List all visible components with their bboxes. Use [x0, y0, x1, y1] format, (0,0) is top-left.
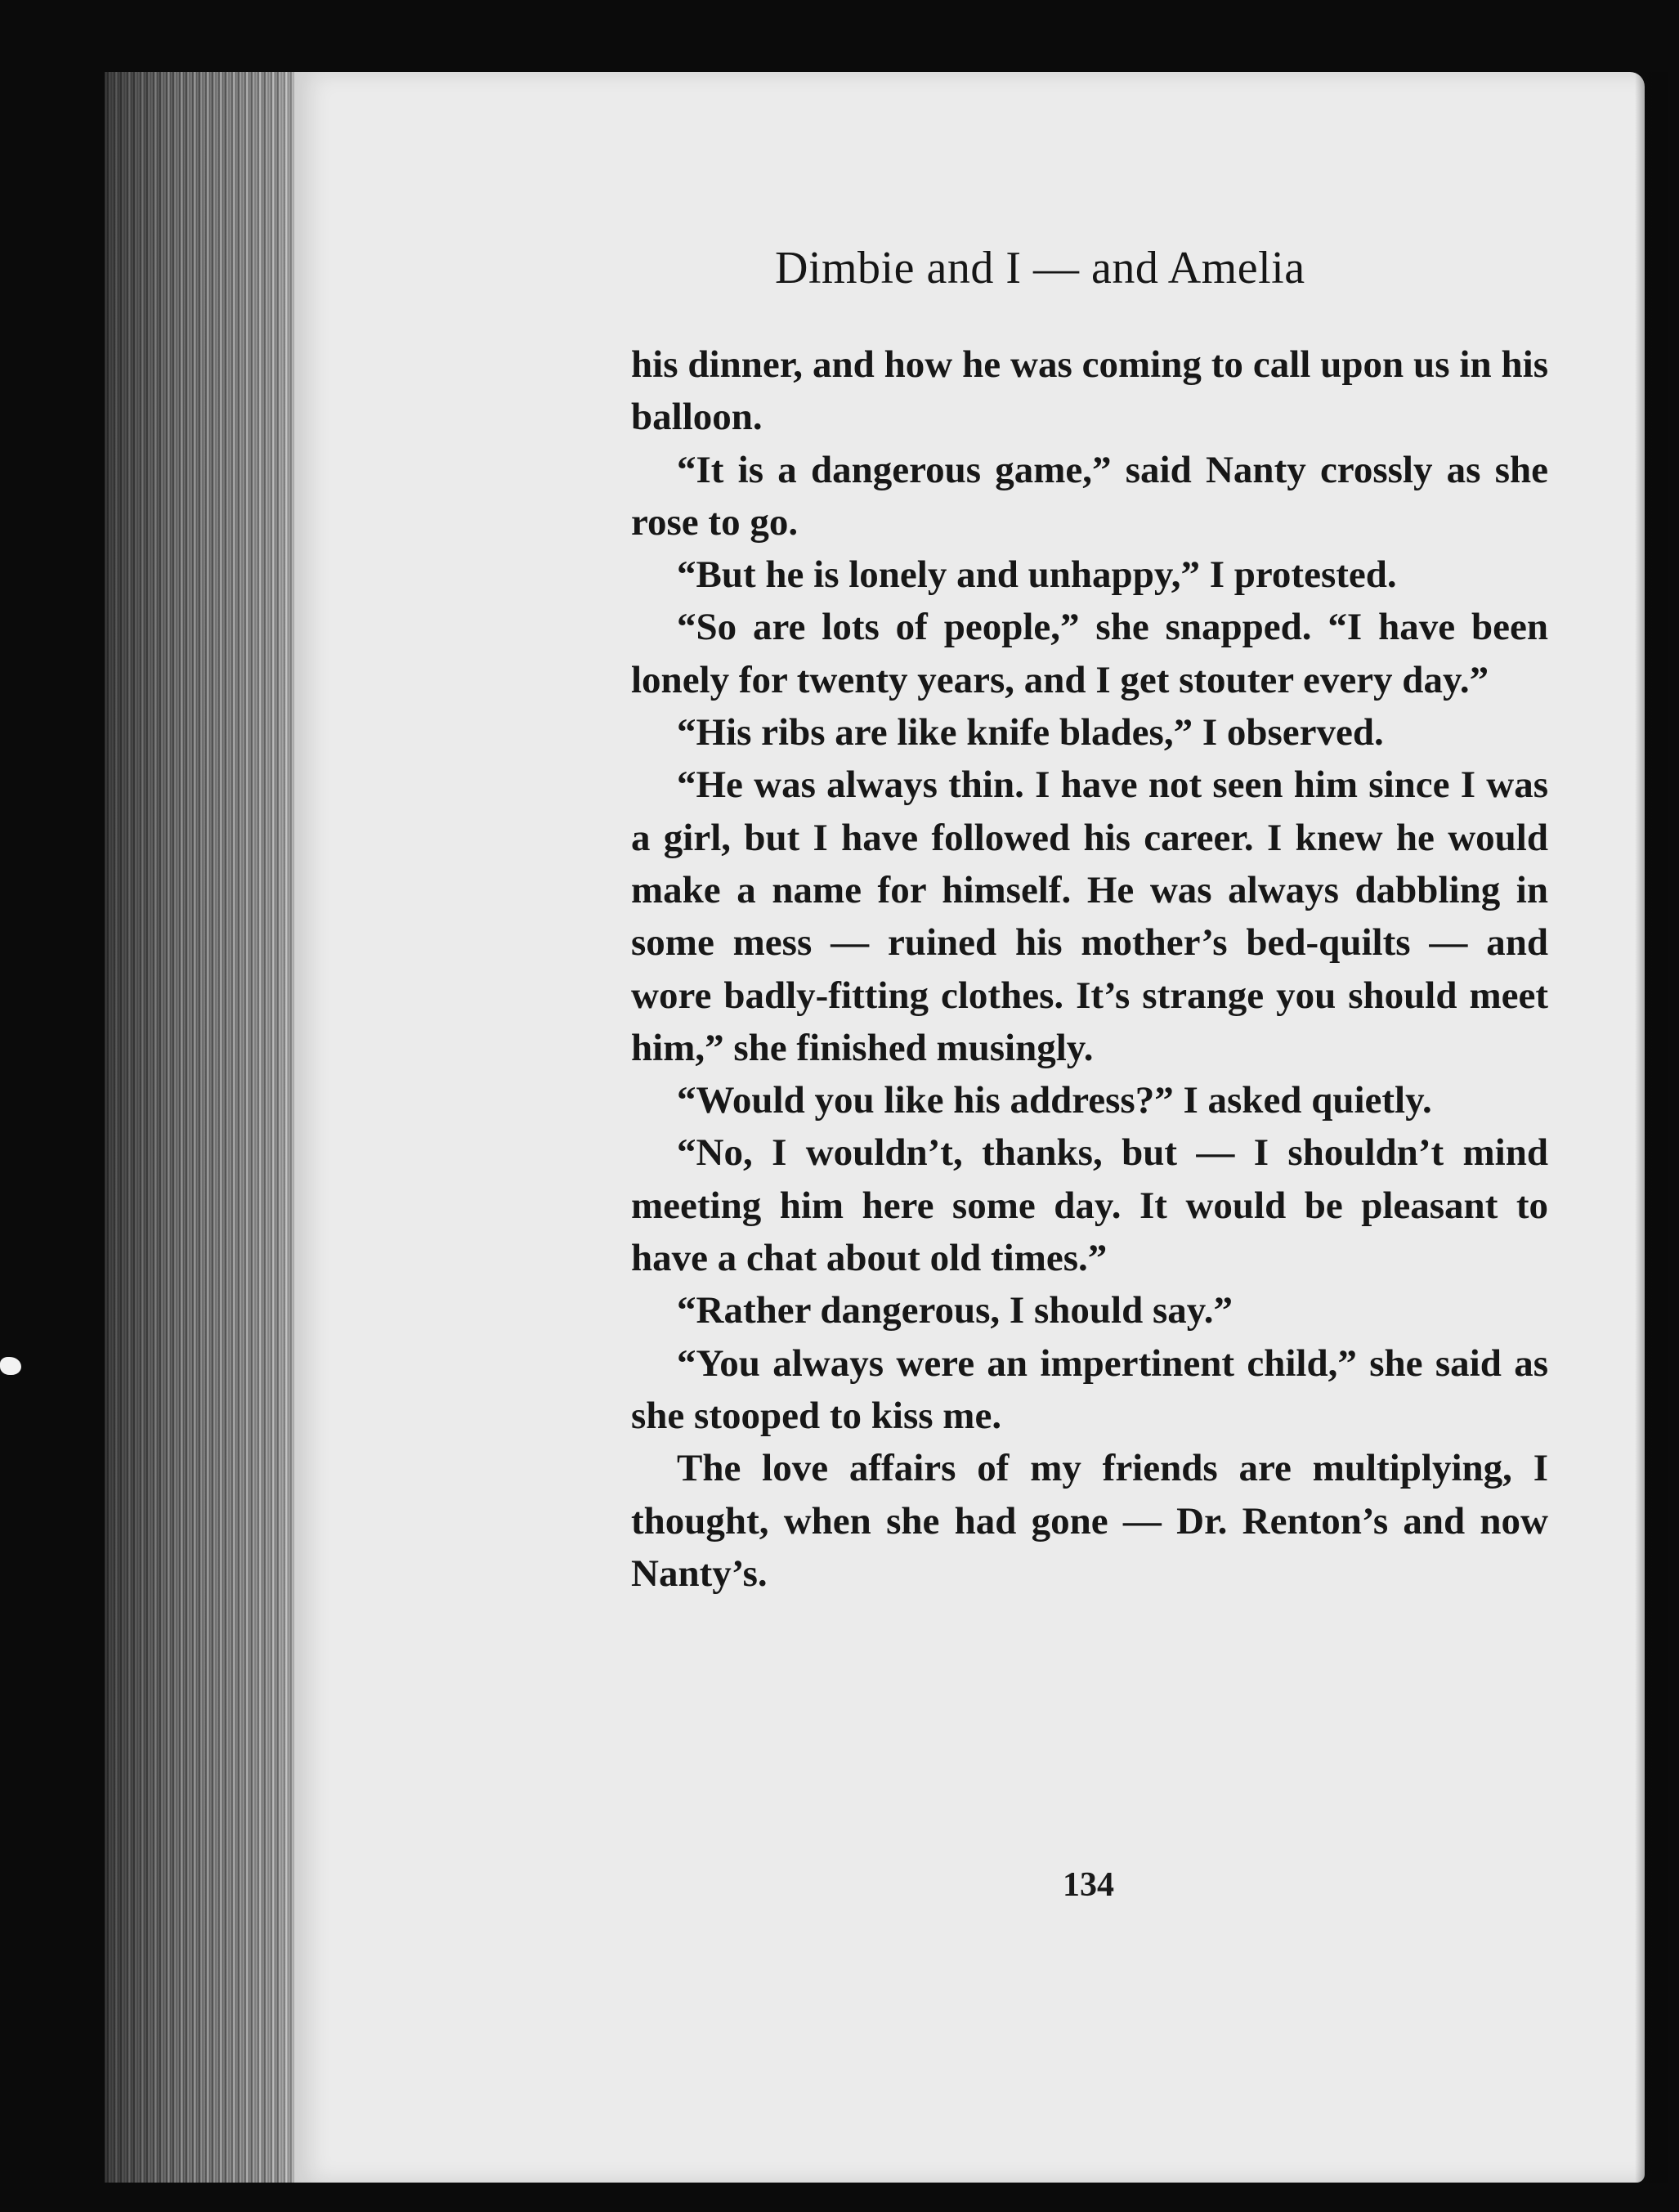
paragraph: “He was always thin. I have not seen him since I was a girl, but I have followed his career. I knew he would make a name for himself. He was always dabbling in some mess — ruined his mother’s bed-quilts — and wore badly-fitting clothes. It’s strange you should meet him,” she finished musingly. [631, 763, 1548, 1069]
paragraph: “Would you like his address?” I asked quietly. [677, 1079, 1432, 1122]
paragraph: “So are lots of people,” she snapped. “I have been lonely for twenty years, and I get stouter every day.” [631, 606, 1548, 701]
paragraph: “Rather dangerous, I should say.” [677, 1289, 1233, 1332]
body-text [631, 338, 1548, 1600]
page-number: 134 [1063, 1866, 1114, 1904]
page-edge-shadow [1635, 72, 1668, 2183]
scan-speck [0, 1357, 21, 1375]
paragraph: The love affairs of my friends are multiplying, I thought, when she had gone — Dr. Renton’s and now Nanty’s. [631, 1447, 1548, 1595]
paragraph: “No, I wouldn’t, thanks, but — I shouldn’t mind meeting him here some day. It would be pleasant to have a chat about old times.” [631, 1131, 1548, 1280]
paragraph: “It is a dangerous game,” said Nanty crossly as she rose to go. [631, 448, 1548, 544]
paragraph: “His ribs are like knife blades,” I observed. [677, 711, 1384, 754]
page-stack-shading [105, 72, 319, 2183]
paragraph: “But he is lonely and unhappy,” I protested. [677, 553, 1397, 597]
paragraph: his dinner, and how he was coming to call upon us in his balloon. [631, 343, 1548, 439]
paragraph: “You always were an impertinent child,” she said as she stooped to kiss me. [631, 1341, 1548, 1437]
running-head: Dimbie and I — and Amelia [775, 243, 1305, 293]
